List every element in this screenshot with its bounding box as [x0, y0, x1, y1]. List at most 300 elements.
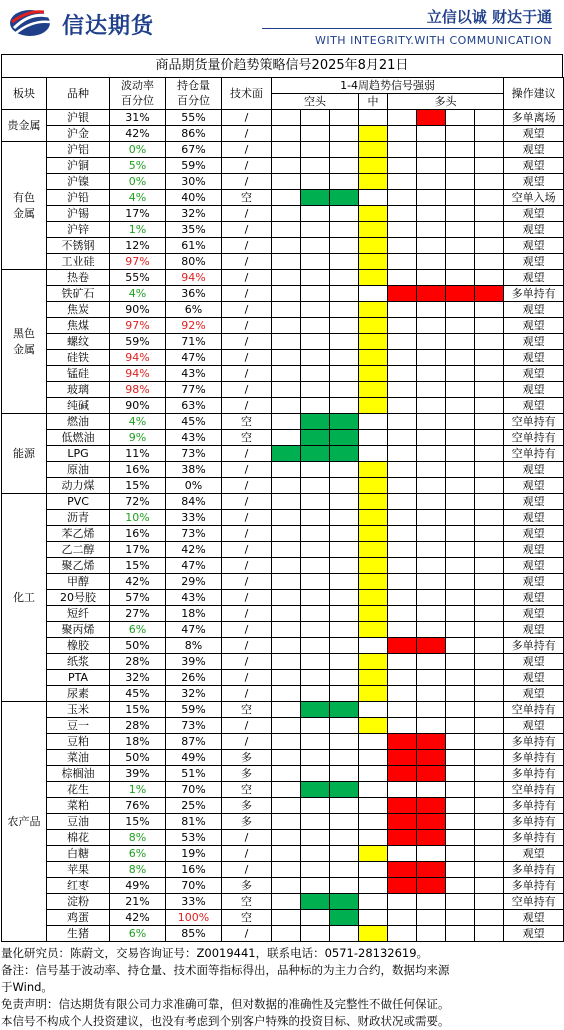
advice-cell: 观望: [504, 542, 564, 558]
volatility-cell: 94%: [110, 350, 166, 366]
signal-cell: [417, 670, 446, 686]
signal-cell: [417, 606, 446, 622]
signal-cell: [330, 126, 359, 142]
signal-cell: [301, 702, 330, 718]
signal-cell: [446, 910, 475, 926]
volatility-cell: 15%: [110, 702, 166, 718]
signal-cell: [475, 382, 504, 398]
technical-cell: 多: [222, 814, 272, 830]
table-row: [2, 686, 564, 702]
signal-cell: [388, 398, 417, 414]
product-cell: 热卷: [47, 270, 110, 286]
volatility-cell: 0%: [110, 142, 166, 158]
table-row: [2, 734, 564, 750]
signal-cell: [388, 910, 417, 926]
signal-cell: [446, 174, 475, 190]
signal-cell: [417, 638, 446, 654]
col-vol-line2: 百分位: [121, 94, 154, 108]
product-cell: 焦煤: [47, 318, 110, 334]
technical-cell: /: [222, 862, 272, 878]
technical-cell: /: [222, 126, 272, 142]
advice-cell: 观望: [504, 718, 564, 734]
signal-cell: [475, 606, 504, 622]
signal-cell: [475, 926, 504, 942]
signal-cell: [359, 654, 388, 670]
signal-cell: [330, 270, 359, 286]
signal-cell: [388, 926, 417, 942]
signal-cell: [446, 286, 475, 302]
signal-cell: [272, 798, 301, 814]
signal-cell: [446, 382, 475, 398]
col-long: 多头: [388, 94, 504, 110]
signal-cell: [417, 926, 446, 942]
footer-note-cont: 于Wind。: [1, 980, 53, 994]
signal-cell: [301, 334, 330, 350]
signal-cell: [417, 238, 446, 254]
signal-cell: [475, 526, 504, 542]
signal-cell: [388, 686, 417, 702]
product-cell: 橡胶: [47, 638, 110, 654]
signal-cell: [475, 158, 504, 174]
signal-cell: [330, 238, 359, 254]
advice-cell: 多单持有: [504, 878, 564, 894]
advice-cell: 空单持有: [504, 414, 564, 430]
table-row: [2, 574, 564, 590]
signal-cell: [446, 878, 475, 894]
signal-cell: [475, 142, 504, 158]
signal-cell: [446, 814, 475, 830]
signal-cell: [301, 670, 330, 686]
signal-cell: [446, 558, 475, 574]
table-row: [2, 302, 564, 318]
volatility-cell: 4%: [110, 286, 166, 302]
signal-cell: [446, 446, 475, 462]
signal-cell: [388, 158, 417, 174]
table-row: [2, 606, 564, 622]
open-interest-cell: 35%: [166, 222, 222, 238]
product-cell: 20号胶: [47, 590, 110, 606]
product-cell: 铁矿石: [47, 286, 110, 302]
product-cell: 棉花: [47, 830, 110, 846]
table-row: [2, 622, 564, 638]
open-interest-cell: 18%: [166, 606, 222, 622]
signal-cell: [272, 430, 301, 446]
signal-table: [1, 77, 564, 942]
signal-cell: [388, 174, 417, 190]
volatility-cell: 90%: [110, 302, 166, 318]
signal-cell: [475, 750, 504, 766]
signal-cell: [417, 574, 446, 590]
signal-cell: [272, 590, 301, 606]
advice-cell: 观望: [504, 654, 564, 670]
table-row: [2, 174, 564, 190]
signal-cell: [359, 446, 388, 462]
signal-cell: [272, 750, 301, 766]
signal-cell: [475, 766, 504, 782]
signal-cell: [330, 446, 359, 462]
signal-cell: [417, 702, 446, 718]
signal-cell: [475, 222, 504, 238]
signal-cell: [272, 366, 301, 382]
signal-cell: [446, 270, 475, 286]
product-cell: 聚丙烯: [47, 622, 110, 638]
technical-cell: 空: [222, 430, 272, 446]
technical-cell: /: [222, 734, 272, 750]
signal-cell: [330, 734, 359, 750]
product-cell: 沥青: [47, 510, 110, 526]
signal-cell: [272, 718, 301, 734]
open-interest-cell: 33%: [166, 510, 222, 526]
technical-cell: /: [222, 270, 272, 286]
advice-cell: 观望: [504, 558, 564, 574]
signal-cell: [272, 270, 301, 286]
col-short: 空头: [272, 94, 359, 110]
signal-cell: [301, 878, 330, 894]
signal-cell: [272, 446, 301, 462]
signal-cell: [475, 670, 504, 686]
signal-cell: [446, 334, 475, 350]
signal-cell: [359, 478, 388, 494]
technical-cell: /: [222, 574, 272, 590]
signal-cell: [330, 766, 359, 782]
technical-cell: /: [222, 110, 272, 126]
open-interest-cell: 40%: [166, 190, 222, 206]
signal-cell: [301, 142, 330, 158]
signal-cell: [301, 686, 330, 702]
signal-cell: [301, 638, 330, 654]
volatility-cell: 1%: [110, 222, 166, 238]
table-row: [2, 382, 564, 398]
technical-cell: /: [222, 382, 272, 398]
volatility-cell: 59%: [110, 334, 166, 350]
signal-cell: [272, 878, 301, 894]
signal-cell: [475, 414, 504, 430]
open-interest-cell: 85%: [166, 926, 222, 942]
signal-cell: [272, 478, 301, 494]
signal-cell: [417, 542, 446, 558]
volatility-cell: 72%: [110, 494, 166, 510]
open-interest-cell: 87%: [166, 734, 222, 750]
signal-cell: [446, 574, 475, 590]
open-interest-cell: 80%: [166, 254, 222, 270]
signal-cell: [388, 606, 417, 622]
technical-cell: 多: [222, 766, 272, 782]
signal-cell: [475, 110, 504, 126]
advice-cell: 观望: [504, 126, 564, 142]
signal-cell: [446, 734, 475, 750]
signal-cell: [272, 174, 301, 190]
signal-cell: [388, 222, 417, 238]
open-interest-cell: 49%: [166, 750, 222, 766]
signal-cell: [301, 446, 330, 462]
signal-cell: [330, 926, 359, 942]
signal-cell: [359, 254, 388, 270]
open-interest-cell: 16%: [166, 862, 222, 878]
advice-cell: 空单持有: [504, 430, 564, 446]
signal-cell: [301, 158, 330, 174]
open-interest-cell: 19%: [166, 846, 222, 862]
volatility-cell: 4%: [110, 190, 166, 206]
signal-cell: [446, 606, 475, 622]
signal-cell: [417, 190, 446, 206]
volatility-cell: 50%: [110, 638, 166, 654]
signal-cell: [417, 318, 446, 334]
advice-cell: 多单持有: [504, 750, 564, 766]
signal-cell: [388, 654, 417, 670]
technical-cell: 空: [222, 190, 272, 206]
technical-cell: /: [222, 846, 272, 862]
sector-cell: 黑色 金属: [2, 270, 47, 414]
signal-cell: [388, 430, 417, 446]
signal-cell: [359, 542, 388, 558]
technical-cell: 多: [222, 878, 272, 894]
signal-cell: [417, 798, 446, 814]
signal-cell: [301, 254, 330, 270]
product-cell: 沪银: [47, 110, 110, 126]
signal-cell: [330, 718, 359, 734]
col-tech: 技术面: [222, 78, 272, 110]
signal-cell: [475, 302, 504, 318]
advice-cell: 观望: [504, 142, 564, 158]
technical-cell: /: [222, 542, 272, 558]
open-interest-cell: 59%: [166, 702, 222, 718]
signal-cell: [359, 558, 388, 574]
signal-cell: [272, 334, 301, 350]
open-interest-cell: 73%: [166, 526, 222, 542]
signal-cell: [388, 558, 417, 574]
product-cell: 花生: [47, 782, 110, 798]
technical-cell: /: [222, 446, 272, 462]
signal-cell: [272, 142, 301, 158]
signal-cell: [359, 382, 388, 398]
signal-cell: [359, 142, 388, 158]
table-row: [2, 654, 564, 670]
technical-cell: /: [222, 334, 272, 350]
technical-cell: 空: [222, 702, 272, 718]
open-interest-cell: 55%: [166, 110, 222, 126]
signal-cell: [359, 430, 388, 446]
signal-cell: [359, 462, 388, 478]
table-row: [2, 718, 564, 734]
volatility-cell: 98%: [110, 382, 166, 398]
open-interest-cell: 63%: [166, 398, 222, 414]
signal-cell: [446, 862, 475, 878]
signal-cell: [359, 862, 388, 878]
signal-cell: [301, 734, 330, 750]
table-row: [2, 126, 564, 142]
advice-cell: 多单持有: [504, 286, 564, 302]
signal-cell: [330, 894, 359, 910]
technical-cell: /: [222, 622, 272, 638]
signal-cell: [301, 302, 330, 318]
open-interest-cell: 53%: [166, 830, 222, 846]
product-cell: PTA: [47, 670, 110, 686]
table-row: [2, 830, 564, 846]
signal-cell: [417, 686, 446, 702]
signal-cell: [359, 702, 388, 718]
signal-cell: [359, 894, 388, 910]
page-header: [0, 0, 564, 54]
footer-disclaimer-cont: 本信号不构成个人投资建议，也没有考虑到个别客户特殊的投资目标、财政状况或需要。: [1, 1014, 450, 1028]
signal-cell: [272, 526, 301, 542]
advice-cell: 观望: [504, 254, 564, 270]
open-interest-cell: 43%: [166, 430, 222, 446]
signal-cell: [417, 590, 446, 606]
signal-cell: [417, 862, 446, 878]
volatility-cell: 4%: [110, 414, 166, 430]
table-row: [2, 526, 564, 542]
signal-cell: [272, 574, 301, 590]
signal-cell: [388, 302, 417, 318]
signal-cell: [301, 126, 330, 142]
signal-cell: [475, 510, 504, 526]
product-cell: 纯碱: [47, 398, 110, 414]
signal-cell: [301, 430, 330, 446]
signal-cell: [417, 254, 446, 270]
signal-cell: [417, 334, 446, 350]
signal-cell: [301, 222, 330, 238]
signal-cell: [417, 158, 446, 174]
signal-cell: [301, 846, 330, 862]
table-row: [2, 750, 564, 766]
volatility-cell: 17%: [110, 206, 166, 222]
signal-cell: [388, 110, 417, 126]
signal-cell: [301, 862, 330, 878]
signal-cell: [475, 638, 504, 654]
signal-cell: [359, 206, 388, 222]
signal-cell: [388, 670, 417, 686]
signal-cell: [388, 814, 417, 830]
product-cell: 沪镍: [47, 174, 110, 190]
signal-cell: [446, 510, 475, 526]
product-cell: 不锈钢: [47, 238, 110, 254]
signal-cell: [330, 686, 359, 702]
advice-cell: 观望: [504, 238, 564, 254]
product-cell: PVC: [47, 494, 110, 510]
signal-cell: [330, 606, 359, 622]
open-interest-cell: 100%: [166, 910, 222, 926]
table-row: [2, 158, 564, 174]
signal-cell: [330, 750, 359, 766]
signal-cell: [359, 782, 388, 798]
volatility-cell: 15%: [110, 478, 166, 494]
signal-cell: [359, 638, 388, 654]
volatility-cell: 42%: [110, 126, 166, 142]
signal-cell: [388, 478, 417, 494]
signal-cell: [272, 606, 301, 622]
product-cell: 沪锡: [47, 206, 110, 222]
signal-cell: [272, 238, 301, 254]
signal-cell: [475, 190, 504, 206]
volatility-cell: 50%: [110, 750, 166, 766]
signal-cell: [417, 830, 446, 846]
signal-cell: [446, 302, 475, 318]
table-row: [2, 286, 564, 302]
signal-cell: [475, 270, 504, 286]
signal-cell: [475, 830, 504, 846]
signal-cell: [417, 430, 446, 446]
volatility-cell: 0%: [110, 174, 166, 190]
volatility-cell: 17%: [110, 542, 166, 558]
volatility-cell: 6%: [110, 846, 166, 862]
signal-cell: [330, 798, 359, 814]
signal-cell: [475, 910, 504, 926]
signal-cell: [330, 254, 359, 270]
technical-cell: /: [222, 238, 272, 254]
volatility-cell: 42%: [110, 910, 166, 926]
signal-cell: [272, 910, 301, 926]
technical-cell: /: [222, 302, 272, 318]
product-cell: 螺纹: [47, 334, 110, 350]
signal-cell: [359, 574, 388, 590]
signal-cell: [272, 542, 301, 558]
technical-cell: /: [222, 510, 272, 526]
company-name: 信达期货: [62, 14, 155, 39]
product-cell: 尿素: [47, 686, 110, 702]
signal-cell: [388, 574, 417, 590]
signal-cell: [475, 622, 504, 638]
volatility-cell: 42%: [110, 574, 166, 590]
advice-cell: 多单持有: [504, 830, 564, 846]
signal-cell: [388, 766, 417, 782]
signal-cell: [388, 638, 417, 654]
table-row: [2, 398, 564, 414]
signal-cell: [475, 574, 504, 590]
signal-cell: [272, 814, 301, 830]
signal-cell: [446, 366, 475, 382]
signal-cell: [330, 158, 359, 174]
signal-cell: [330, 654, 359, 670]
open-interest-cell: 47%: [166, 622, 222, 638]
signal-cell: [475, 430, 504, 446]
signal-cell: [359, 494, 388, 510]
signal-cell: [301, 606, 330, 622]
signal-cell: [417, 366, 446, 382]
advice-cell: 观望: [504, 494, 564, 510]
col-advice: 操作建议: [504, 78, 564, 110]
technical-cell: /: [222, 286, 272, 302]
product-cell: 苹果: [47, 862, 110, 878]
table-row: [2, 862, 564, 878]
volatility-cell: 55%: [110, 270, 166, 286]
signal-cell: [446, 622, 475, 638]
signal-cell: [446, 158, 475, 174]
signal-cell: [359, 126, 388, 142]
signal-cell: [301, 382, 330, 398]
signal-cell: [417, 622, 446, 638]
open-interest-cell: 94%: [166, 270, 222, 286]
signal-cell: [330, 862, 359, 878]
product-cell: 豆一: [47, 718, 110, 734]
volatility-cell: 31%: [110, 110, 166, 126]
signal-cell: [272, 766, 301, 782]
advice-cell: 空单持有: [504, 894, 564, 910]
signal-cell: [388, 590, 417, 606]
open-interest-cell: 73%: [166, 718, 222, 734]
open-interest-cell: 8%: [166, 638, 222, 654]
signal-cell: [446, 590, 475, 606]
advice-cell: 观望: [504, 574, 564, 590]
col-signal: 1-4周趋势信号强弱: [272, 78, 504, 94]
advice-cell: 观望: [504, 302, 564, 318]
product-cell: 沪铝: [47, 142, 110, 158]
product-cell: 聚乙烯: [47, 558, 110, 574]
product-cell: 焦炭: [47, 302, 110, 318]
signal-cell: [330, 190, 359, 206]
signal-cell: [272, 926, 301, 942]
signal-cell: [388, 830, 417, 846]
signal-cell: [446, 414, 475, 430]
